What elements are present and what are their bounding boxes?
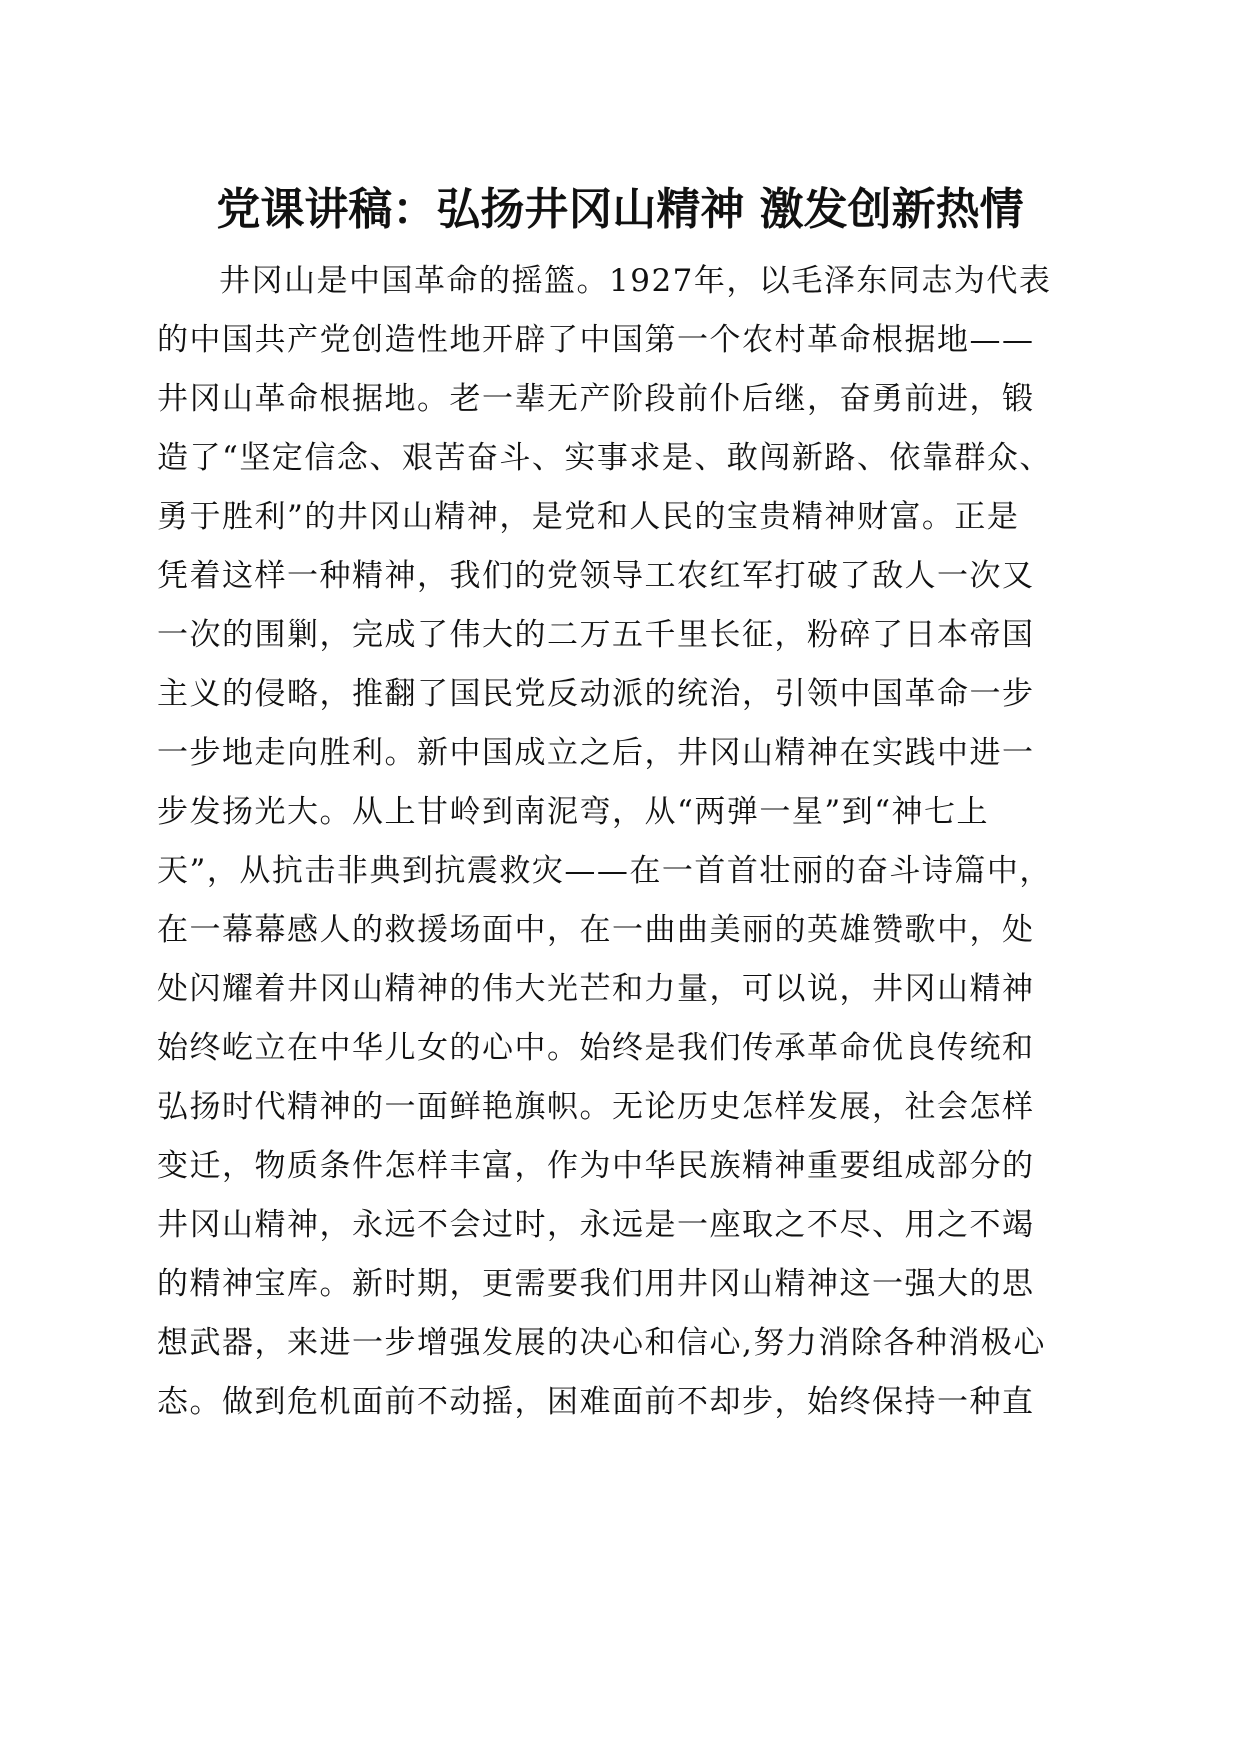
body-line: 井冈山是中国革命的摇篮。1927年，以毛泽东同志为代表 [219, 263, 1052, 299]
body-line: 步发扬光大。从上甘岭到南泥弯，从“两弹一星”到“神七上 [157, 794, 990, 830]
document-title: 党课讲稿：弘扬井冈山精神 激发创新热情 [216, 184, 1024, 235]
body-line: 主义的侵略，推翻了国民党反动派的统治，引领中国革命一步 [157, 676, 1035, 712]
body-line: 井冈山革命根据地。老一辈无产阶段前仆后继，奋勇前进，锻 [157, 381, 1035, 417]
body-line: 天”，从抗击非典到抗震救灾——在一首首壮丽的奋斗诗篇中， [157, 853, 1052, 889]
body-line: 凭着这样一种精神，我们的党领导工农红军打破了敌人一次又 [157, 558, 1035, 594]
document-body [157, 252, 1097, 1432]
body-line: 造了“坚定信念、艰苦奋斗、实事求是、敢闯新路、依靠群众、 [157, 440, 1052, 476]
body-line: 勇于胜利”的井冈山精神，是党和人民的宝贵精神财富。正是 [157, 499, 1020, 535]
body-line: 的精神宝库。新时期，更需要我们用井冈山精神这一强大的思 [157, 1266, 1035, 1302]
body-line: 想武器，来进一步增强发展的决心和信心,努力消除各种消极心 [157, 1325, 1046, 1361]
body-line: 一步地走向胜利。新中国成立之后，井冈山精神在实践中进一 [157, 735, 1035, 771]
body-line: 态。做到危机面前不动摇，困难面前不却步，始终保持一种直 [157, 1384, 1035, 1420]
body-line: 一次的围剿，完成了伟大的二万五千里长征，粉碎了日本帝国 [157, 617, 1035, 653]
body-line: 始终屹立在中华儿女的心中。始终是我们传承革命优良传统和 [157, 1030, 1035, 1066]
body-line: 在一幕幕感人的救援场面中，在一曲曲美丽的英雄赞歌中，处 [157, 912, 1035, 948]
body-line: 弘扬时代精神的一面鲜艳旗帜。无论历史怎样发展，社会怎样 [157, 1089, 1035, 1125]
body-line: 的中国共产党创造性地开辟了中国第一个农村革命根据地—— [157, 322, 1035, 358]
body-line: 处闪耀着井冈山精神的伟大光芒和力量，可以说，井冈山精神 [157, 971, 1035, 1007]
body-line: 井冈山精神，永远不会过时，永远是一座取之不尽、用之不竭 [157, 1207, 1035, 1243]
body-line: 变迁，物质条件怎样丰富，作为中华民族精神重要组成部分的 [157, 1148, 1035, 1184]
